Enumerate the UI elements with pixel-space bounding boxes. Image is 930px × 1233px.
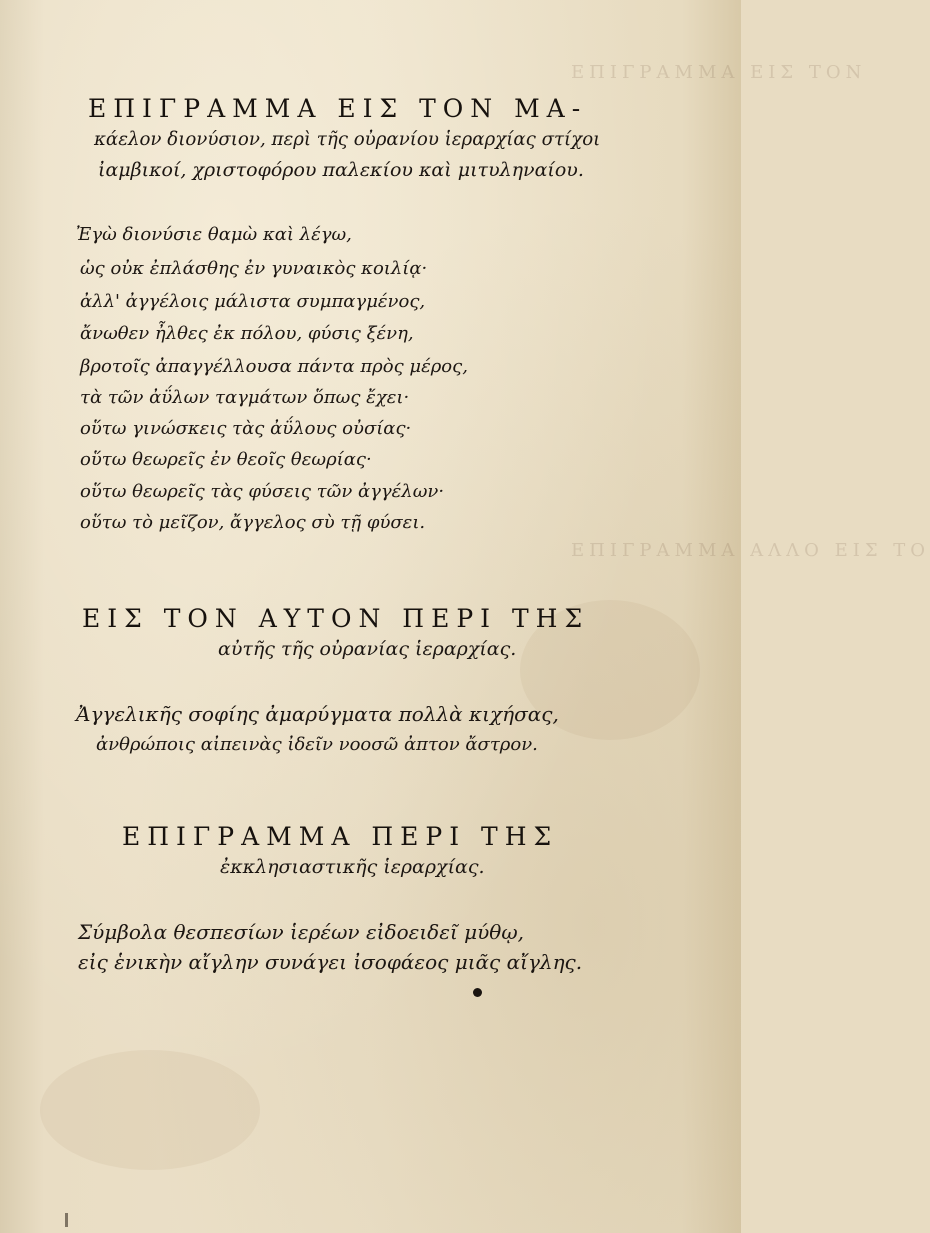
verse-line: ἀνθρώποις αἰπεινὰς ἰδεῖν νοοσῶ ἀπτον ἄστρον.	[96, 734, 538, 755]
section-2-subtitle-line: αὐτῆς τῆς οὐρανίας ἱεραρχίας.	[218, 638, 517, 660]
verse-line: Ἐγὼ διονύσιε θαμὼ καὶ λέγω,	[76, 224, 352, 245]
verse-line: ὡς οὐκ ἐπλάσθης ἐν γυναικὸς κοιλίᾳ·	[80, 258, 428, 279]
ornament-dot	[473, 988, 482, 997]
section-1-subtitle-line: κάελον διονύσιον, περὶ τῆς οὐρανίου ἱεραρχίας στίχοι	[94, 128, 601, 150]
section-3-heading: ΕΠΙΓΡΑΜΜΑ ΠΕΡΙ ΤΗΣ	[122, 822, 559, 851]
verse-line: τὰ τῶν ἀΰλων ταγμάτων ὅπως ἔχει·	[80, 387, 410, 408]
section-1-subtitle-line: ἰαμβικοί, χριστοφόρου παλεκίου καὶ μιτυληναίου.	[98, 159, 584, 181]
verse-line: οὕτω τὸ μεῖζον, ἄγγελος σὺ τῇ φύσει.	[80, 512, 426, 533]
verse-line: ἀλλ' ἀγγέλοις μάλιστα συμπαγμένος,	[80, 291, 426, 312]
section-3-subtitle-line: ἐκκλησιαστικῆς ἱεραρχίας.	[220, 856, 485, 878]
paper-stain	[40, 1050, 260, 1170]
verse-line: ἄνωθεν ἦλθες ἐκ πόλου, φύσις ξένη,	[80, 323, 414, 344]
verse-line: εἰς ἑνικὴν αἴγλην συνάγει ἰσοφάεος μιᾶς αἴγλης.	[78, 950, 583, 974]
margin-mark	[65, 1213, 68, 1227]
verse-line: οὕτω θεωρεῖς ἐν θεοῖς θεωρίας·	[80, 449, 372, 470]
verse-line: βροτοῖς ἀπαγγέλλουσα πάντα πρὸς μέρος,	[80, 356, 468, 377]
section-1-heading: ΕΠΙΓΡΑΜΜΑ ΕΙΣ ΤΟΝ ΜΑ-	[88, 94, 588, 123]
bleed-through-text: ΕΠΙΓΡΑΜΜΑ ΕΙΣ ΤΟΝ	[571, 62, 867, 83]
verse-line: οὕτω θεωρεῖς τὰς φύσεις τῶν ἀγγέλων·	[80, 481, 445, 502]
verse-line: Ἀγγελικῆς σοφίης ἀμαρύγματα πολλὰ κιχήσας,	[76, 702, 559, 726]
verse-line: Σύμβολα θεσπεσίων ἱερέων εἰδοειδεῖ μύθῳ,	[78, 920, 525, 944]
section-2-heading: ΕΙΣ ΤΟΝ ΑΥΤΟΝ ΠΕΡΙ ΤΗΣ	[82, 604, 590, 633]
verse-line: οὕτω γινώσκεις τὰς ἀΰλους οὐσίας·	[80, 418, 412, 439]
bleed-through-text: ΕΠΙΓΡΑΜΜΑ ΑΛΛΟ ΕΙΣ ΤΟ	[571, 540, 930, 561]
